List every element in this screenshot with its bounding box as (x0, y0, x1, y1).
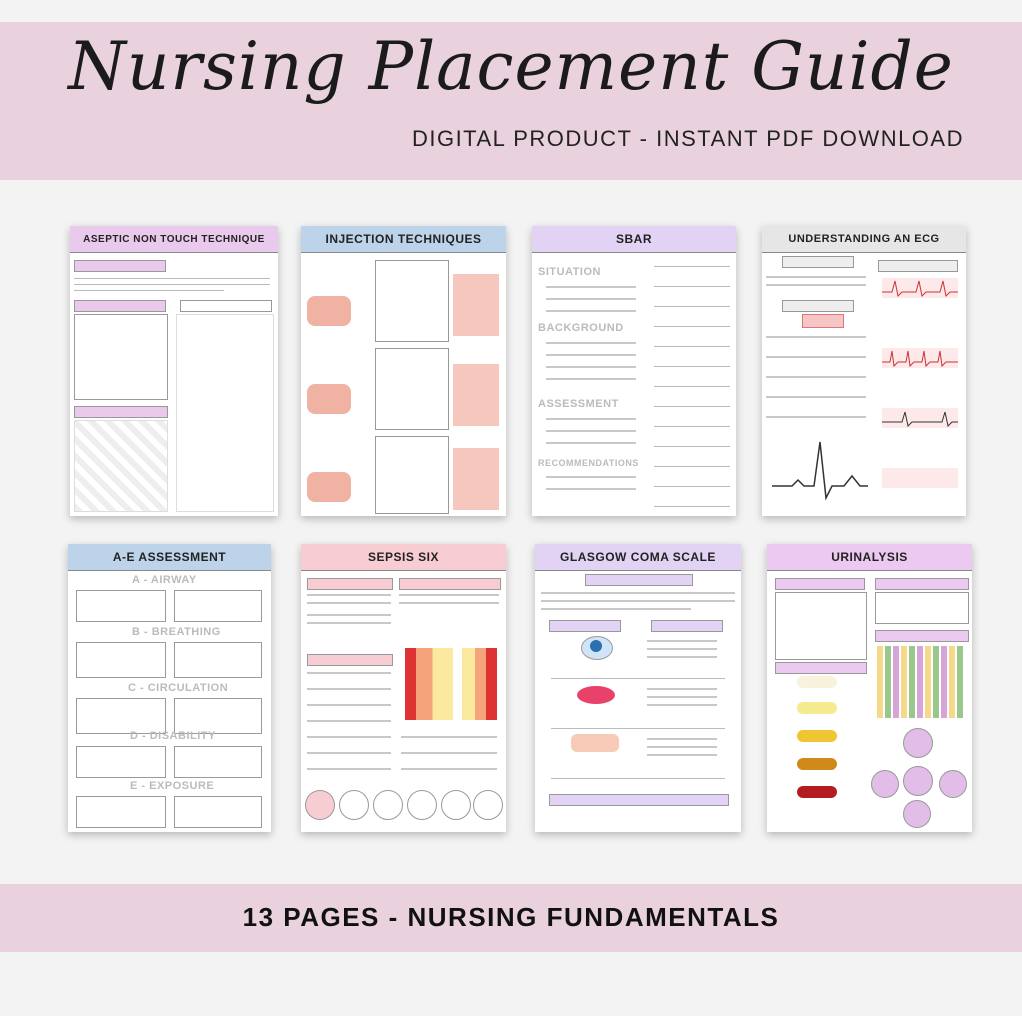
page-header (68, 544, 271, 571)
symptom-node (903, 766, 933, 796)
mouth-icon (577, 686, 615, 704)
text-line (307, 704, 391, 706)
section-tab (549, 620, 621, 632)
text-line (546, 442, 636, 444)
note-line (654, 326, 730, 327)
text-line (546, 354, 636, 356)
section-tab (775, 662, 867, 674)
page-title: SEPSIS SIX (367, 550, 440, 564)
text-line (307, 768, 391, 770)
symptom-node (871, 770, 899, 798)
product-subtitle: DIGITAL PRODUCT - INSTANT PDF DOWNLOAD (411, 126, 964, 151)
page-header (767, 544, 972, 571)
ecg-waveform (802, 314, 844, 328)
text-line (647, 738, 717, 740)
ae-box (174, 642, 262, 678)
page-title: URINALYSIS (831, 550, 908, 564)
note-line (654, 286, 730, 287)
text-line (546, 342, 636, 344)
note-line (654, 346, 730, 347)
section-tab (782, 300, 854, 312)
body-diagram (453, 274, 499, 336)
text-line (399, 594, 499, 596)
urine-colour (797, 730, 837, 742)
page-ae-assessment (68, 544, 271, 832)
ae-box (174, 698, 262, 734)
text-line (307, 688, 391, 690)
page-header (532, 226, 736, 253)
page-title: UNDERSTANDING AN ECG (788, 233, 940, 245)
sepsis-six-circle (339, 790, 369, 820)
note-line (654, 406, 730, 407)
text-line (307, 614, 391, 616)
sbar-situation: SITUATION (538, 266, 601, 278)
text-line (307, 752, 391, 754)
section-tab (875, 578, 969, 590)
page-aseptic (70, 226, 278, 516)
text-line (647, 648, 717, 650)
text-line (307, 736, 391, 738)
sepsis-six-circle (305, 790, 335, 820)
text-line (401, 752, 497, 754)
page-title: INJECTION TECHNIQUES (325, 232, 482, 246)
text-line (766, 336, 866, 338)
footer-text: 13 PAGES - NURSING FUNDAMENTALS (242, 902, 780, 932)
sepsis-six-circle (473, 790, 503, 820)
text-line (74, 278, 270, 279)
section-tab (307, 578, 393, 590)
product-title: Nursing Placement Guide (68, 28, 954, 105)
skin-diagram (307, 296, 351, 326)
section-tab (775, 578, 865, 590)
text-line (399, 602, 499, 604)
body-diagram (453, 448, 499, 510)
ae-airway: A - AIRWAY (132, 574, 197, 586)
gcs-score-bar (549, 794, 729, 806)
text-line (766, 396, 866, 398)
injection-box-2 (375, 348, 449, 430)
section-tab (875, 630, 969, 642)
text-line (647, 696, 717, 698)
ae-box (76, 796, 166, 828)
sepsis-six-circle (373, 790, 403, 820)
text-line (74, 290, 224, 291)
section-tab (782, 256, 854, 268)
equipment-list (74, 314, 168, 400)
ae-disability: D - DISABILITY (130, 730, 216, 742)
text-line (307, 720, 391, 722)
text-line (546, 310, 636, 312)
parameters-chart (877, 646, 965, 718)
ae-box (76, 746, 166, 778)
text-line (541, 600, 735, 602)
text-line (546, 378, 636, 380)
text-line (766, 376, 866, 378)
ecg-strip (882, 278, 958, 498)
text-line (541, 608, 691, 610)
text-line (647, 640, 717, 642)
text-line (766, 356, 866, 358)
divider (551, 678, 725, 679)
page-header (301, 544, 506, 571)
text-line (307, 594, 391, 596)
text-line (546, 366, 636, 368)
ae-box (174, 746, 262, 778)
note-line (654, 486, 730, 487)
ae-exposure: E - EXPOSURE (130, 780, 215, 792)
text-line (546, 488, 636, 490)
text-line (541, 592, 735, 594)
urine-colour (797, 786, 837, 798)
text-line (307, 672, 391, 674)
page-title: A-E ASSESSMENT (112, 550, 227, 564)
text-line (647, 704, 717, 706)
note-line (654, 506, 730, 507)
sbar-background: BACKGROUND (538, 322, 624, 334)
text-line (766, 276, 866, 278)
page-header (762, 226, 966, 253)
text-line (647, 746, 717, 748)
page-injection (301, 226, 506, 516)
text-line (647, 754, 717, 756)
page-title: GLASGOW COMA SCALE (560, 550, 716, 564)
sbar-assessment: ASSESSMENT (538, 398, 619, 410)
section-tab (74, 260, 166, 272)
section-tab (307, 654, 393, 666)
section-tab (74, 300, 166, 312)
sepsis-six-circle (441, 790, 471, 820)
page-ecg (762, 226, 966, 516)
ae-box (76, 590, 166, 622)
ae-box (76, 642, 166, 678)
urine-colour (797, 702, 837, 714)
page-sbar (532, 226, 736, 516)
section-tab (651, 620, 723, 632)
divider (551, 778, 725, 779)
background-box (775, 592, 867, 660)
text-line (546, 286, 636, 288)
text-line (307, 622, 391, 624)
text-line (546, 418, 636, 420)
page-header (301, 226, 506, 253)
divider (551, 728, 725, 729)
page-title: ASEPTIC NON TOUCH TECHNIQUE (83, 233, 265, 245)
text-line (307, 602, 391, 604)
text-line (546, 298, 636, 300)
page-header (535, 544, 741, 571)
text-line (74, 284, 270, 285)
page-header (70, 226, 278, 253)
handwashing-illustration (74, 420, 168, 512)
note-line (654, 266, 730, 267)
page-urinalysis (767, 544, 972, 832)
section-tab (180, 300, 272, 312)
ae-breathing: B - BREATHING (132, 626, 221, 638)
process-box (875, 592, 969, 624)
text-line (546, 430, 636, 432)
note-line (654, 446, 730, 447)
news2-chart (405, 648, 497, 720)
ae-box (76, 698, 166, 734)
note-line (654, 426, 730, 427)
text-line (647, 656, 717, 658)
body-diagram (453, 364, 499, 426)
text-line (546, 476, 636, 478)
sepsis-six-circle (407, 790, 437, 820)
ae-box (174, 796, 262, 828)
page-title: SBAR (615, 232, 652, 246)
ae-box (174, 590, 262, 622)
text-line (766, 284, 866, 286)
section-tab (585, 574, 693, 586)
text-line (401, 768, 497, 770)
note-line (654, 366, 730, 367)
section-tab (74, 406, 168, 418)
steps-list (176, 314, 274, 512)
eye-pupil-icon (590, 640, 602, 652)
text-line (766, 416, 866, 418)
sbar-recommendations: RECOMMENDATIONS (538, 458, 639, 468)
page-gcs (535, 544, 741, 832)
skin-diagram (307, 384, 351, 414)
section-tab (878, 260, 958, 272)
injection-box-3 (375, 436, 449, 514)
note-line (654, 386, 730, 387)
text-line (401, 736, 497, 738)
symptom-node (903, 800, 931, 828)
urine-colour (797, 676, 837, 688)
urine-colour (797, 758, 837, 770)
skin-diagram (307, 472, 351, 502)
ae-circulation: C - CIRCULATION (128, 682, 229, 694)
text-line (647, 688, 717, 690)
symptom-node (939, 770, 967, 798)
note-line (654, 306, 730, 307)
ecg-diagram (772, 436, 868, 506)
symptom-node (903, 728, 933, 758)
note-line (654, 466, 730, 467)
section-tab (399, 578, 501, 590)
hand-icon (571, 734, 619, 752)
page-sepsis (301, 544, 506, 832)
injection-box-1 (375, 260, 449, 342)
